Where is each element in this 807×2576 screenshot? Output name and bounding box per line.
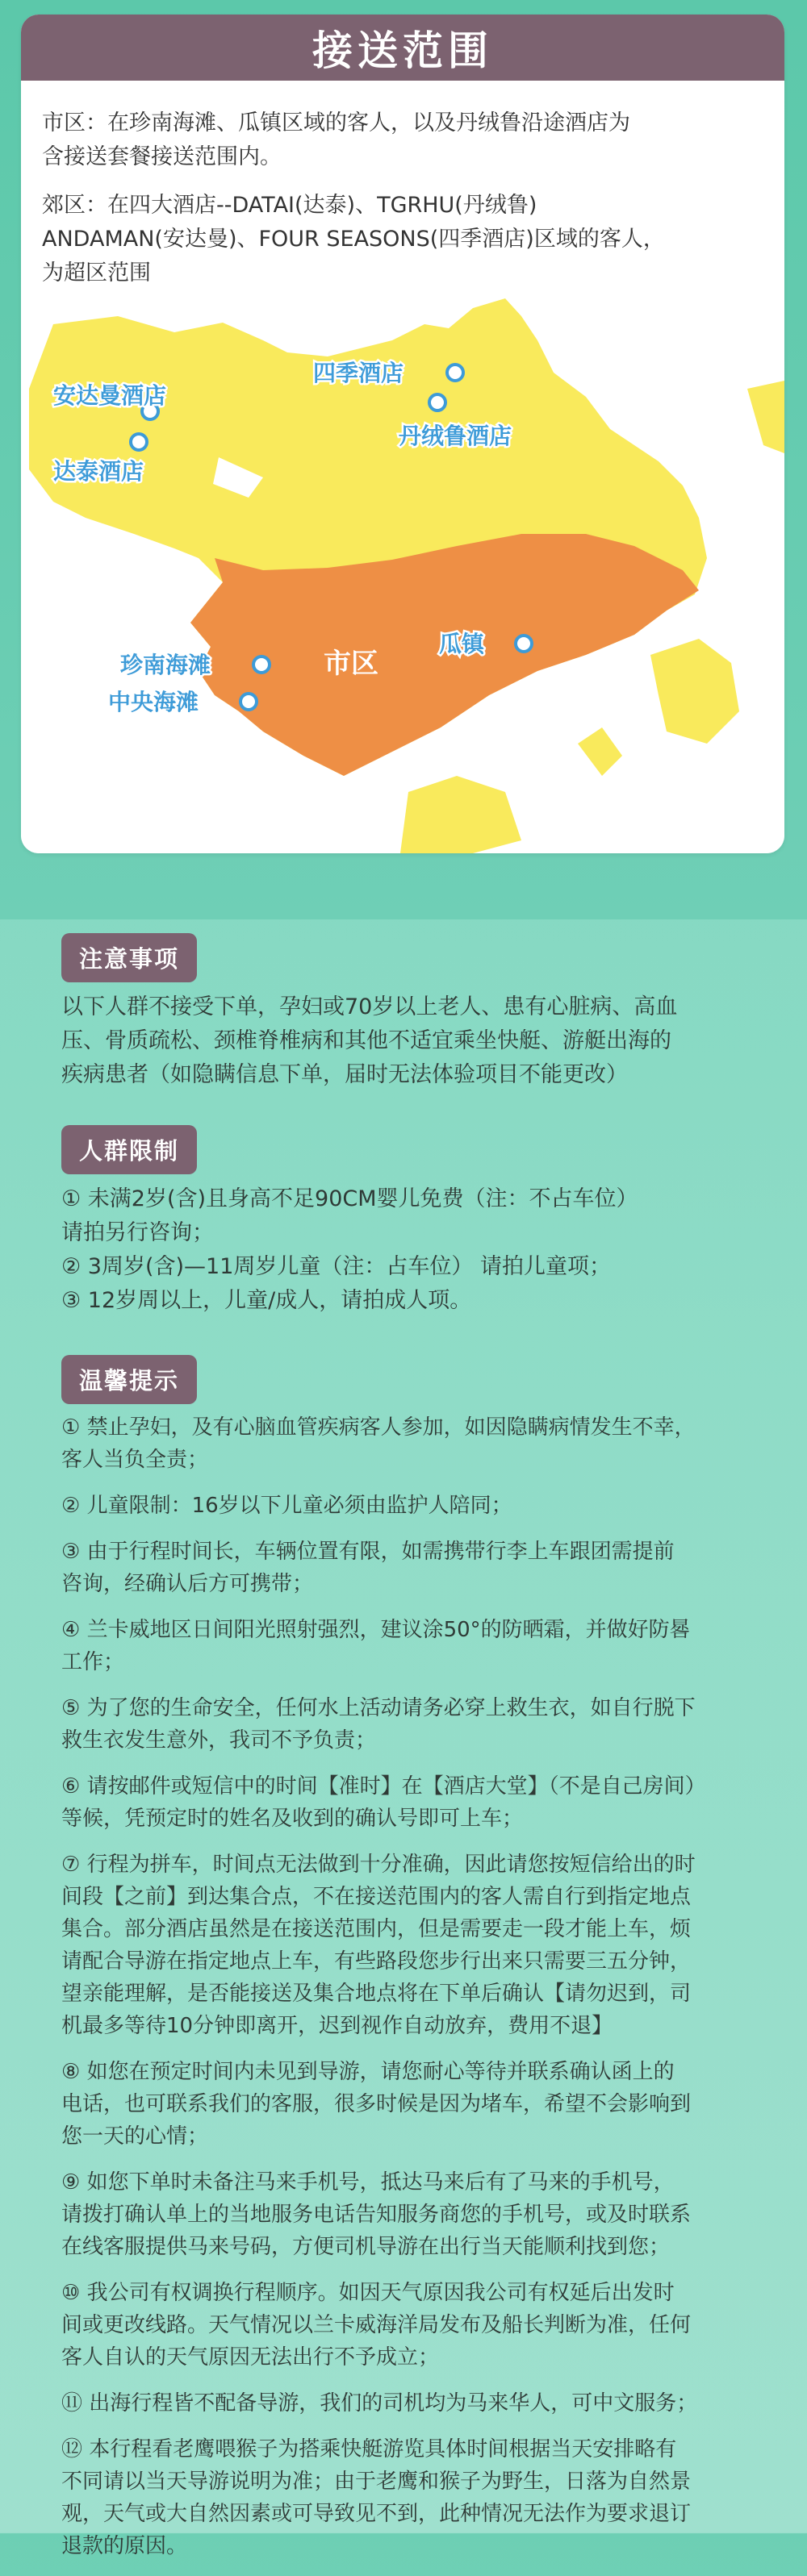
card-title: 接送范围 xyxy=(21,15,784,81)
suburb-range-text: 郊区：在四大酒店--DATAI(达泰)、TGRHU(丹绒鲁) ANDAMAN(安达曼)、FOUR SEASONS(四季酒店)区域的客人， 为超区范围 xyxy=(42,193,665,286)
tip-item: ④ 兰卡威地区日间阳光照射强烈，建议涂50°的防晒霜，并做好防晷 工作； xyxy=(61,1618,691,1674)
tip-item: ③ 由于行程时间长，车辆位置有限，如需携带行李上车跟团需提前 咨询，经确认后方可携带； xyxy=(61,1540,675,1596)
tip-item: ⑫ 本行程看老鹰喂猴子为搭乘快艇游览具体时间根据当天安排略有 不同请以当天导游说明为准；由于老鹰和猴子为野生，日落为自然景 观，天气或大自然因素或可导致见不到，此种情况无法作为要求退订 退款的原因。 xyxy=(61,2437,692,2558)
label-four-seasons: 四季酒店 xyxy=(313,360,404,386)
tips-title: 温馨提示 xyxy=(61,1355,197,1404)
tip-item: ⑧ 如您在预定时间内未见到导游，请您耐心等待并联系确认函上的 电话，也可联系我们的客服，很多时候是因为堵车，希望不会影响到 您一天的心情； xyxy=(61,2060,692,2149)
tips-list xyxy=(61,1411,757,2576)
notice-title: 注意事项 xyxy=(61,933,197,982)
city-range-text: 市区：在珍南海滩、瓜镇区域的客人，以及丹绒鲁沿途酒店为 含接送套餐接送范围内。 xyxy=(42,110,630,169)
label-cenang: 珍南海滩 xyxy=(120,652,211,678)
pickup-range-card xyxy=(21,15,784,853)
crowd-title: 人群限制 xyxy=(61,1125,197,1174)
tip-item: ⑦ 行程为拼车，时间点无法做到十分准确，因此请您按短信给出的时 间段【之前】到达集合点，不在接送范围内的客人需自行到指定地点 集合。部分酒店虽然是在接送范围内，但是需要走一段才能上车，烦 请配合导游在指定地点上车，有些路段您步行出来只需要三五分钟， 望亲能理解，是否能接送及集合地点将在下单后确认【请勿迟到，司 机最多等待10分钟即离开，迟到视作自动放弃，费用不退】 xyxy=(61,1853,696,2038)
tip-item: ⑤ 为了您的生命安全，任何水上活动请务必穿上救生衣，如自行脱下 救生衣发生意外，我司不予负责； xyxy=(61,1696,696,1753)
crowd-text: ① 未满2岁(含)且身高不足90CM婴儿免费（注：不占车位） 请拍另行咨询； ② 3周岁(含)—11周岁儿童（注：占车位） 请拍儿童项； ③ 12岁周以上，儿童/成人，请拍成人项。 xyxy=(61,1186,638,1313)
tip-item: ⑨ 如您下单时未备注马来手机号，抵达马来后有了马来的手机号， 请拨打确认单上的当地服务电话告知服务商您的手机号，或及时联系 在线客服提供马来号码，方便司机导游在出行当天能顺利找到您； xyxy=(61,2170,692,2259)
label-city: 市区 xyxy=(324,648,378,680)
tip-item: ⑩ 我公司有权调换行程顺序。如因天气原因我公司有权延后出发时 间或更改线路。天气情况以兰卡威海洋局发布及船长判断为准，任何 客人自认的天气原因无法出行不予成立； xyxy=(61,2281,692,2370)
notice-text: 以下人群不接受下单，孕妇或70岁以上老人、患有心脏病、高血 压、骨质疏松、颈椎脊椎病和其他不适宜乘坐快艇、游艇出海的 疾病患者（如隐瞒信息下单，届时无法体验项目不能更改） xyxy=(61,994,678,1087)
label-tengah: 中央海滩 xyxy=(108,689,199,715)
pin-tanjung-rhu-icon xyxy=(429,394,445,411)
label-andaman: 安达曼酒店 xyxy=(53,382,167,409)
tip-item: ① 禁止孕妇，及有心脑血管疾病客人参加，如因隐瞒病情发生不幸， 客人当负全责； xyxy=(61,1415,696,1472)
pin-cenang-icon xyxy=(253,657,270,673)
label-datai: 达泰酒店 xyxy=(53,458,144,485)
tip-item: ⑥ 请按邮件或短信中的时间【准时】在【酒店大堂】（不是自己房间） 等候，凭预定时的姓名及收到的确认号即可上车； xyxy=(61,1774,706,1831)
tip-item: ⑪ 出海行程皆不配备导游，我们的司机均为马来华人，可中文服务； xyxy=(61,2391,698,2416)
tip-item: ② 儿童限制：16岁以下儿童必须由监护人陪同； xyxy=(61,1494,512,1518)
card-body xyxy=(21,81,784,290)
coverage-map xyxy=(21,292,784,853)
map-svg xyxy=(21,292,784,853)
pin-kuah-icon xyxy=(516,636,532,652)
label-kuah: 瓜镇 xyxy=(439,631,485,657)
pin-tengah-icon xyxy=(240,694,257,710)
pin-datai-icon xyxy=(131,434,147,450)
pin-four-seasons-icon xyxy=(447,365,463,381)
label-tanjung-rhu: 丹绒鲁酒店 xyxy=(399,423,512,449)
